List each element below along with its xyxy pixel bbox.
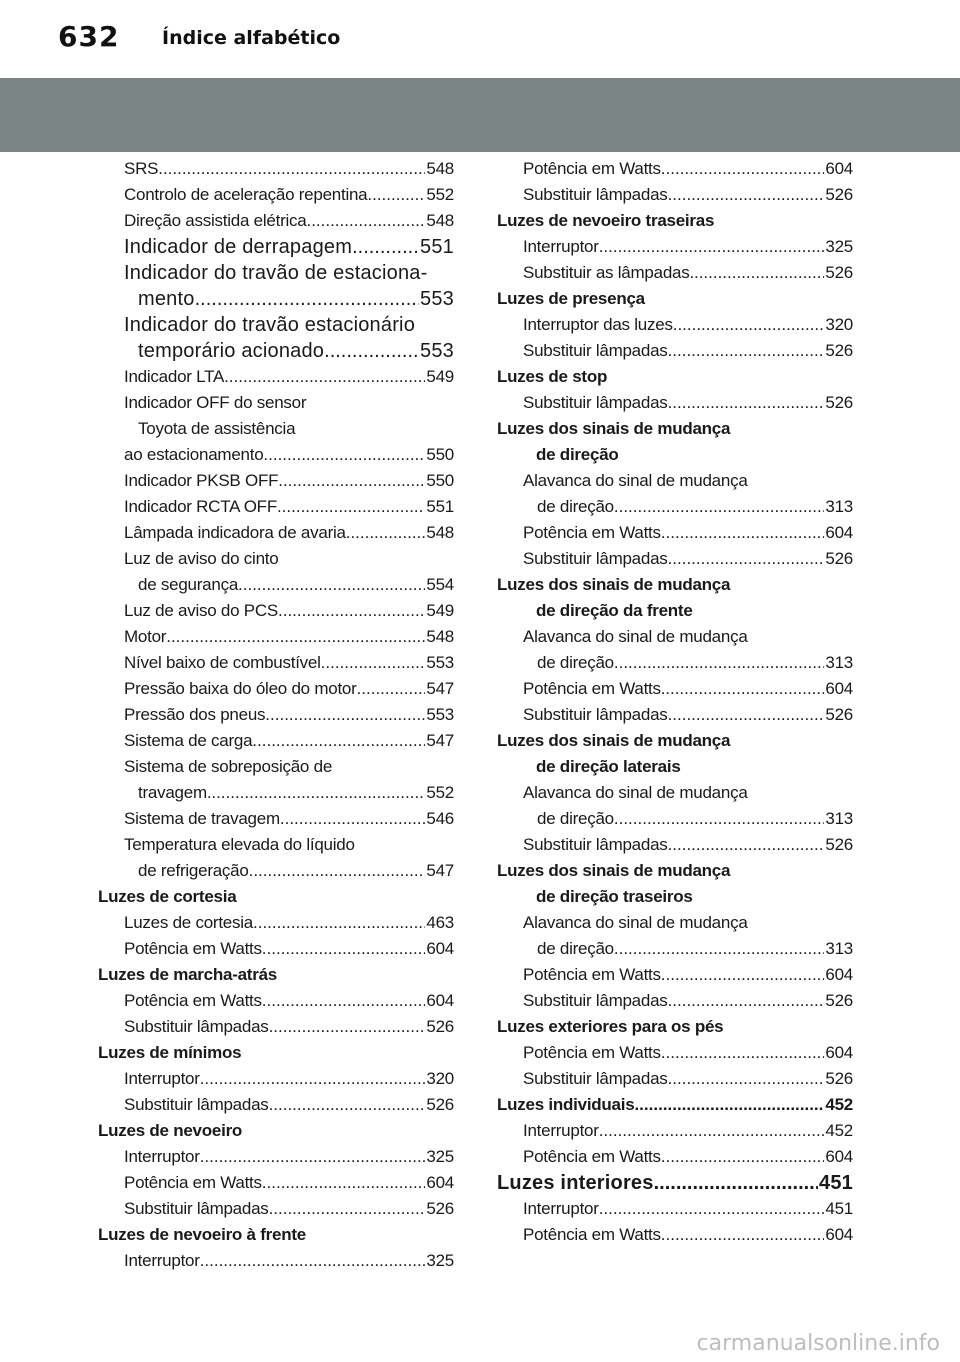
index-entry [497,234,853,260]
page-ref: 553 [426,705,454,724]
index-entry [98,572,454,598]
index-heading [497,858,853,884]
page-ref: 526 [825,1069,853,1088]
page-ref: 553 [426,653,454,672]
page-ref: 551 [420,236,454,258]
entry-text: de segurança [138,575,239,594]
page-ref: 604 [825,965,853,984]
page-ref: 552 [426,185,454,204]
index-entry [497,260,853,286]
entry-text: travagem. [138,783,212,802]
page-ref: 549 [426,367,454,386]
index-entry [98,286,454,312]
entry-text: temporário acionado [138,340,325,362]
index-entry [497,312,853,338]
leader-dots [324,338,419,364]
leader-dots [262,936,426,962]
entry-text: Alavanca do sinal de mudança [523,783,748,802]
index-entry [497,702,853,728]
page-ref: 526 [426,1095,454,1114]
page-ref: 451 [819,1172,853,1194]
entry-text: Substituir as lâmpadas. [523,263,694,282]
entry-text: Luzes dos sinais de mudança [497,731,731,750]
index-entry [497,884,853,910]
entry-text: Luzes de nevoeiro à frente [98,1225,306,1244]
entry-text: Nível baixo de combustível [124,653,321,672]
entry-text: Substituir lâmpadas [523,185,668,204]
entry-text: Sistema de sobreposição de [124,757,333,776]
page-ref: 553 [420,288,454,310]
index-entry [497,832,853,858]
page-ref: 320 [426,1069,454,1088]
leader-dots [262,988,426,1014]
page-ref: 526 [825,549,853,568]
entry-text: Luzes dos sinais de mudança [497,575,731,594]
index-entry [98,702,454,728]
entry-text: Alavanca do sinal de mudança [523,627,748,646]
page-ref: 313 [825,939,853,958]
page-ref: 526 [825,341,853,360]
entry-text: Direção assistida elétrica [124,211,307,230]
leader-dots [238,572,425,598]
page-ref: 552 [426,783,454,802]
entry-text: Substituir lâmpadas [523,393,668,412]
entry-text: Lâmpada indicadora de avaria [124,523,346,542]
index-heading [98,884,454,910]
entry-text: Substituir lâmpadas [124,1095,269,1114]
leader-dots [668,338,825,364]
index-entry [497,754,853,780]
index-entry [98,1092,454,1118]
entry-text: Substituir lâmpadas [523,341,668,360]
page-ref: 526 [426,1017,454,1036]
entry-text: Indicador OFF do sensor [124,393,307,412]
index-entry [98,676,454,702]
entry-text: Interruptor [523,1199,599,1218]
leader-dots [367,182,425,208]
entry-text: de direção [537,939,614,958]
index-entry [497,962,853,988]
index-entry [497,546,853,572]
entry-text: Substituir lâmpadas [523,549,668,568]
index-heading [98,1222,454,1248]
index-heading [497,572,853,598]
entry-text: Potência em Watts [523,965,661,984]
entry-text: Potência em Watts [523,1043,661,1062]
page-ref: 554 [426,575,454,594]
leader-dots [269,1196,426,1222]
page-ref: 320 [825,315,853,334]
entry-text: Pressão dos pneus [124,705,266,724]
index-heading [497,1014,853,1040]
entry-text: Controlo de aceleração repentina [124,185,368,204]
entry-text: Luzes de cortesia [98,887,237,906]
index-entry [497,1222,853,1248]
index-entry [98,312,454,338]
page-header [0,0,960,68]
index-entry [98,338,454,364]
page-ref: 526 [426,1199,454,1218]
leader-dots [668,1066,825,1092]
leader-dots [614,806,824,832]
entry-text: Luzes dos sinais de mudança [497,419,731,438]
leader-dots [614,936,824,962]
index-entry [98,468,454,494]
entry-text: Potência em Watts [523,523,661,542]
index-heading [497,416,853,442]
index-entry [497,494,853,520]
entry-text: Substituir lâmpadas [523,1069,668,1088]
leader-dots [200,1144,426,1170]
leader-dots [673,312,825,338]
page-ref: 551 [426,497,454,516]
entry-text: Pressão baixa do óleo do motor [124,679,357,698]
index-heading [98,962,454,988]
leader-dots [200,1066,426,1092]
index-entry [98,650,454,676]
page-ref: 549 [426,601,454,620]
index-entry [497,806,853,832]
entry-text: mento [138,288,195,310]
index-heading [497,208,853,234]
entry-text: Alavanca do sinal de mudança [523,913,748,932]
index-heading [497,1092,853,1118]
leader-dots [269,1092,426,1118]
leader-dots [262,1170,426,1196]
entry-text: de direção [537,497,614,516]
entry-text: Luzes de stop [497,367,608,386]
leader-dots [277,494,425,520]
page-number: 632 [58,20,120,53]
index-entry [497,390,853,416]
page-ref: 604 [426,1173,454,1192]
leader-dots [352,234,419,260]
index-entry [497,1196,853,1222]
index-entry [497,988,853,1014]
index-entry [98,494,454,520]
page-ref: 604 [825,1043,853,1062]
page-ref: 463 [426,913,454,932]
entry-text: Potência em Watts [124,1173,262,1192]
leader-dots [634,1092,824,1118]
leader-dots [599,1196,825,1222]
index-entry [497,910,853,936]
entry-text: Temperatura elevada do líquido [124,835,355,854]
index-entry [98,988,454,1014]
leader-dots [668,182,825,208]
entry-text: Substituir lâmpadas [523,991,668,1010]
page-ref: 546 [426,809,454,828]
page-ref: 526 [825,263,853,282]
index-entry [98,520,454,546]
entry-text: Potência em Watts [523,1147,661,1166]
entry-text: Luzes de nevoeiro traseiras [497,211,715,230]
page-ref: 547 [426,731,454,750]
index-entry [98,416,454,442]
leader-dots [278,598,425,624]
index-entry [98,858,454,884]
index-entry [497,624,853,650]
index-entry [497,1066,853,1092]
entry-text: de direção da frente [536,601,693,620]
page-ref: 548 [426,211,454,230]
leader-dots [661,962,825,988]
index-entry [98,1014,454,1040]
entry-text: Luzes dos sinais de mudança [497,861,731,880]
leader-dots [665,676,824,702]
entry-text: Luzes de cortesia [124,913,253,932]
index-column-left [98,156,454,1274]
index-entry [497,442,853,468]
entry-text: Indicador RCTA OFF [124,497,277,516]
entry-text: Indicador PKSB OFF [124,471,279,490]
entry-text: Indicador do travão estacionário [124,314,416,336]
entry-text: Interruptor [523,1121,599,1140]
page-ref: 451 [825,1199,853,1218]
entry-text: Luzes de mínimos [98,1043,242,1062]
page-ref: 526 [825,393,853,412]
leader-dots [599,1118,825,1144]
leader-dots [357,676,426,702]
page-ref: 452 [825,1121,853,1140]
page-ref: 325 [426,1147,454,1166]
index-entry [497,1040,853,1066]
page-ref: 325 [426,1251,454,1270]
entry-text: de direção [537,809,614,828]
page-ref: 526 [825,185,853,204]
entry-text: Indicador do travão de estaciona- [124,262,428,284]
leader-dots [668,546,825,572]
index-column-right [497,156,853,1248]
leader-dots [661,1040,825,1066]
page-ref: 604 [426,991,454,1010]
index-entry [497,936,853,962]
leader-dots [265,702,425,728]
page-ref: 313 [825,497,853,516]
leader-dots [614,650,824,676]
index-entry [497,520,853,546]
leader-dots [195,286,419,312]
page-ref: 548 [426,159,454,178]
leader-dots [253,910,425,936]
index-entry [98,780,454,806]
index-entry [98,1196,454,1222]
page-ref: 604 [825,159,853,178]
index-entry [98,364,454,390]
leader-dots [200,1248,426,1274]
index-heading [98,1040,454,1066]
index-entry [98,442,454,468]
index-heading [497,728,853,754]
entry-text: Interruptor [124,1069,200,1088]
page-ref: 604 [825,1225,853,1244]
index-entry [98,390,454,416]
entry-text: Motor [124,627,167,646]
entry-text: de direção laterais [536,757,681,776]
page-ref: 313 [825,809,853,828]
page-ref: 547 [426,861,454,880]
entry-text: de direção [537,653,614,672]
page-ref: 313 [825,653,853,672]
leader-dots [158,156,425,182]
index-entry [98,624,454,650]
entry-text: Potência em Watts [124,939,262,958]
index-entry [98,598,454,624]
page-title: Índice alfabético [162,27,341,49]
page-ref: 548 [426,523,454,542]
leader-dots [166,624,425,650]
leader-dots [263,442,425,468]
index-entry [98,156,454,182]
entry-text: Luzes de presença [497,289,645,308]
index-entry [98,1170,454,1196]
leader-dots [224,364,425,390]
index-entry [497,676,853,702]
page-ref: 452 [825,1095,853,1114]
page-ref: 548 [426,627,454,646]
entry-text: Indicador LTA [124,367,225,386]
entry-text: Potência em Watts. [523,679,666,698]
leader-dots [694,260,824,286]
leader-dots [249,858,426,884]
index-entry [497,650,853,676]
entry-text: Substituir lâmpadas [523,705,668,724]
leader-dots [306,208,425,234]
leader-dots [668,390,825,416]
entry-text: de refrigeração [138,861,249,880]
index-entry [98,1144,454,1170]
watermark: carmanualsonline.info [696,1331,940,1356]
page-ref: 526 [825,991,853,1010]
page-ref: 550 [426,471,454,490]
page-ref: 553 [420,340,454,362]
leader-dots [654,1170,818,1196]
leader-dots [599,234,825,260]
index-entry [98,936,454,962]
entry-text: Potência em Watts [523,1225,661,1244]
index-entry [497,1118,853,1144]
page-ref: 547 [426,679,454,698]
entry-text: de direção [536,445,619,464]
entry-text: de direção traseiros [536,887,693,906]
index-heading [497,286,853,312]
index-entry [98,806,454,832]
leader-dots [668,988,825,1014]
index-entry [98,1066,454,1092]
index-entry [497,1144,853,1170]
index-entry [98,754,454,780]
index-entry [98,832,454,858]
index-entry [497,156,853,182]
index-entry [497,338,853,364]
leader-dots [661,1144,825,1170]
entry-text: Substituir lâmpadas [124,1017,269,1036]
entry-text: Alavanca do sinal de mudança [523,471,748,490]
entry-text: Luz de aviso do cinto [124,549,279,568]
page-ref: 604 [825,1147,853,1166]
leader-dots [668,832,825,858]
index-entry [497,468,853,494]
entry-text: SRS [124,159,159,178]
page-ref: 526 [825,835,853,854]
entry-text: Substituir lâmpadas [523,835,668,854]
leader-dots [346,520,426,546]
index-entry [98,546,454,572]
entry-text: Potência em Watts [124,991,262,1010]
leader-dots [614,494,824,520]
header-band [0,78,960,152]
leader-dots [280,806,425,832]
entry-text: Interruptor das luzes [523,315,673,334]
entry-text: Interruptor [124,1251,200,1270]
leader-dots [278,468,425,494]
page-ref: 550 [426,445,454,464]
index-heading [497,1170,853,1196]
index-entry [98,260,454,286]
entry-text: Toyota de assistência [138,419,296,438]
index-entry [98,728,454,754]
index-heading [98,1118,454,1144]
entry-text: Indicador de derrapagem [124,236,353,258]
page-ref: 526 [825,705,853,724]
index-entry [98,182,454,208]
entry-text: Luzes interiores [497,1172,654,1194]
entry-text: Luzes de nevoeiro [98,1121,243,1140]
leader-dots [661,1222,825,1248]
entry-text: Substituir lâmpadas [124,1199,269,1218]
index-entry [497,780,853,806]
page-ref: 604 [426,939,454,958]
page-ref: 604 [825,523,853,542]
entry-text: Interruptor [124,1147,200,1166]
entry-text: ao estacionamento [124,445,264,464]
entry-text: Potência em Watts [523,159,661,178]
entry-text: Interruptor [523,237,599,256]
index-entry [98,910,454,936]
leader-dots [211,780,425,806]
entry-text: Luz de aviso do PCS [124,601,279,620]
entry-text: Sistema de travagem [124,809,280,828]
leader-dots [321,650,426,676]
leader-dots [661,520,825,546]
index-entry [497,598,853,624]
page-ref: 604 [825,679,853,698]
leader-dots [668,702,825,728]
entry-text: Luzes exteriores para os pés [497,1017,724,1036]
leader-dots [661,156,825,182]
index-heading [497,364,853,390]
index-entry [98,208,454,234]
page-ref: 325 [825,237,853,256]
leader-dots [269,1014,426,1040]
leader-dots [252,728,425,754]
index-entry [497,182,853,208]
entry-text: Sistema de carga [124,731,253,750]
entry-text: Luzes de marcha-atrás [98,965,277,984]
index-entry [98,234,454,260]
entry-text: Luzes individuais [497,1095,635,1114]
index-entry [98,1248,454,1274]
